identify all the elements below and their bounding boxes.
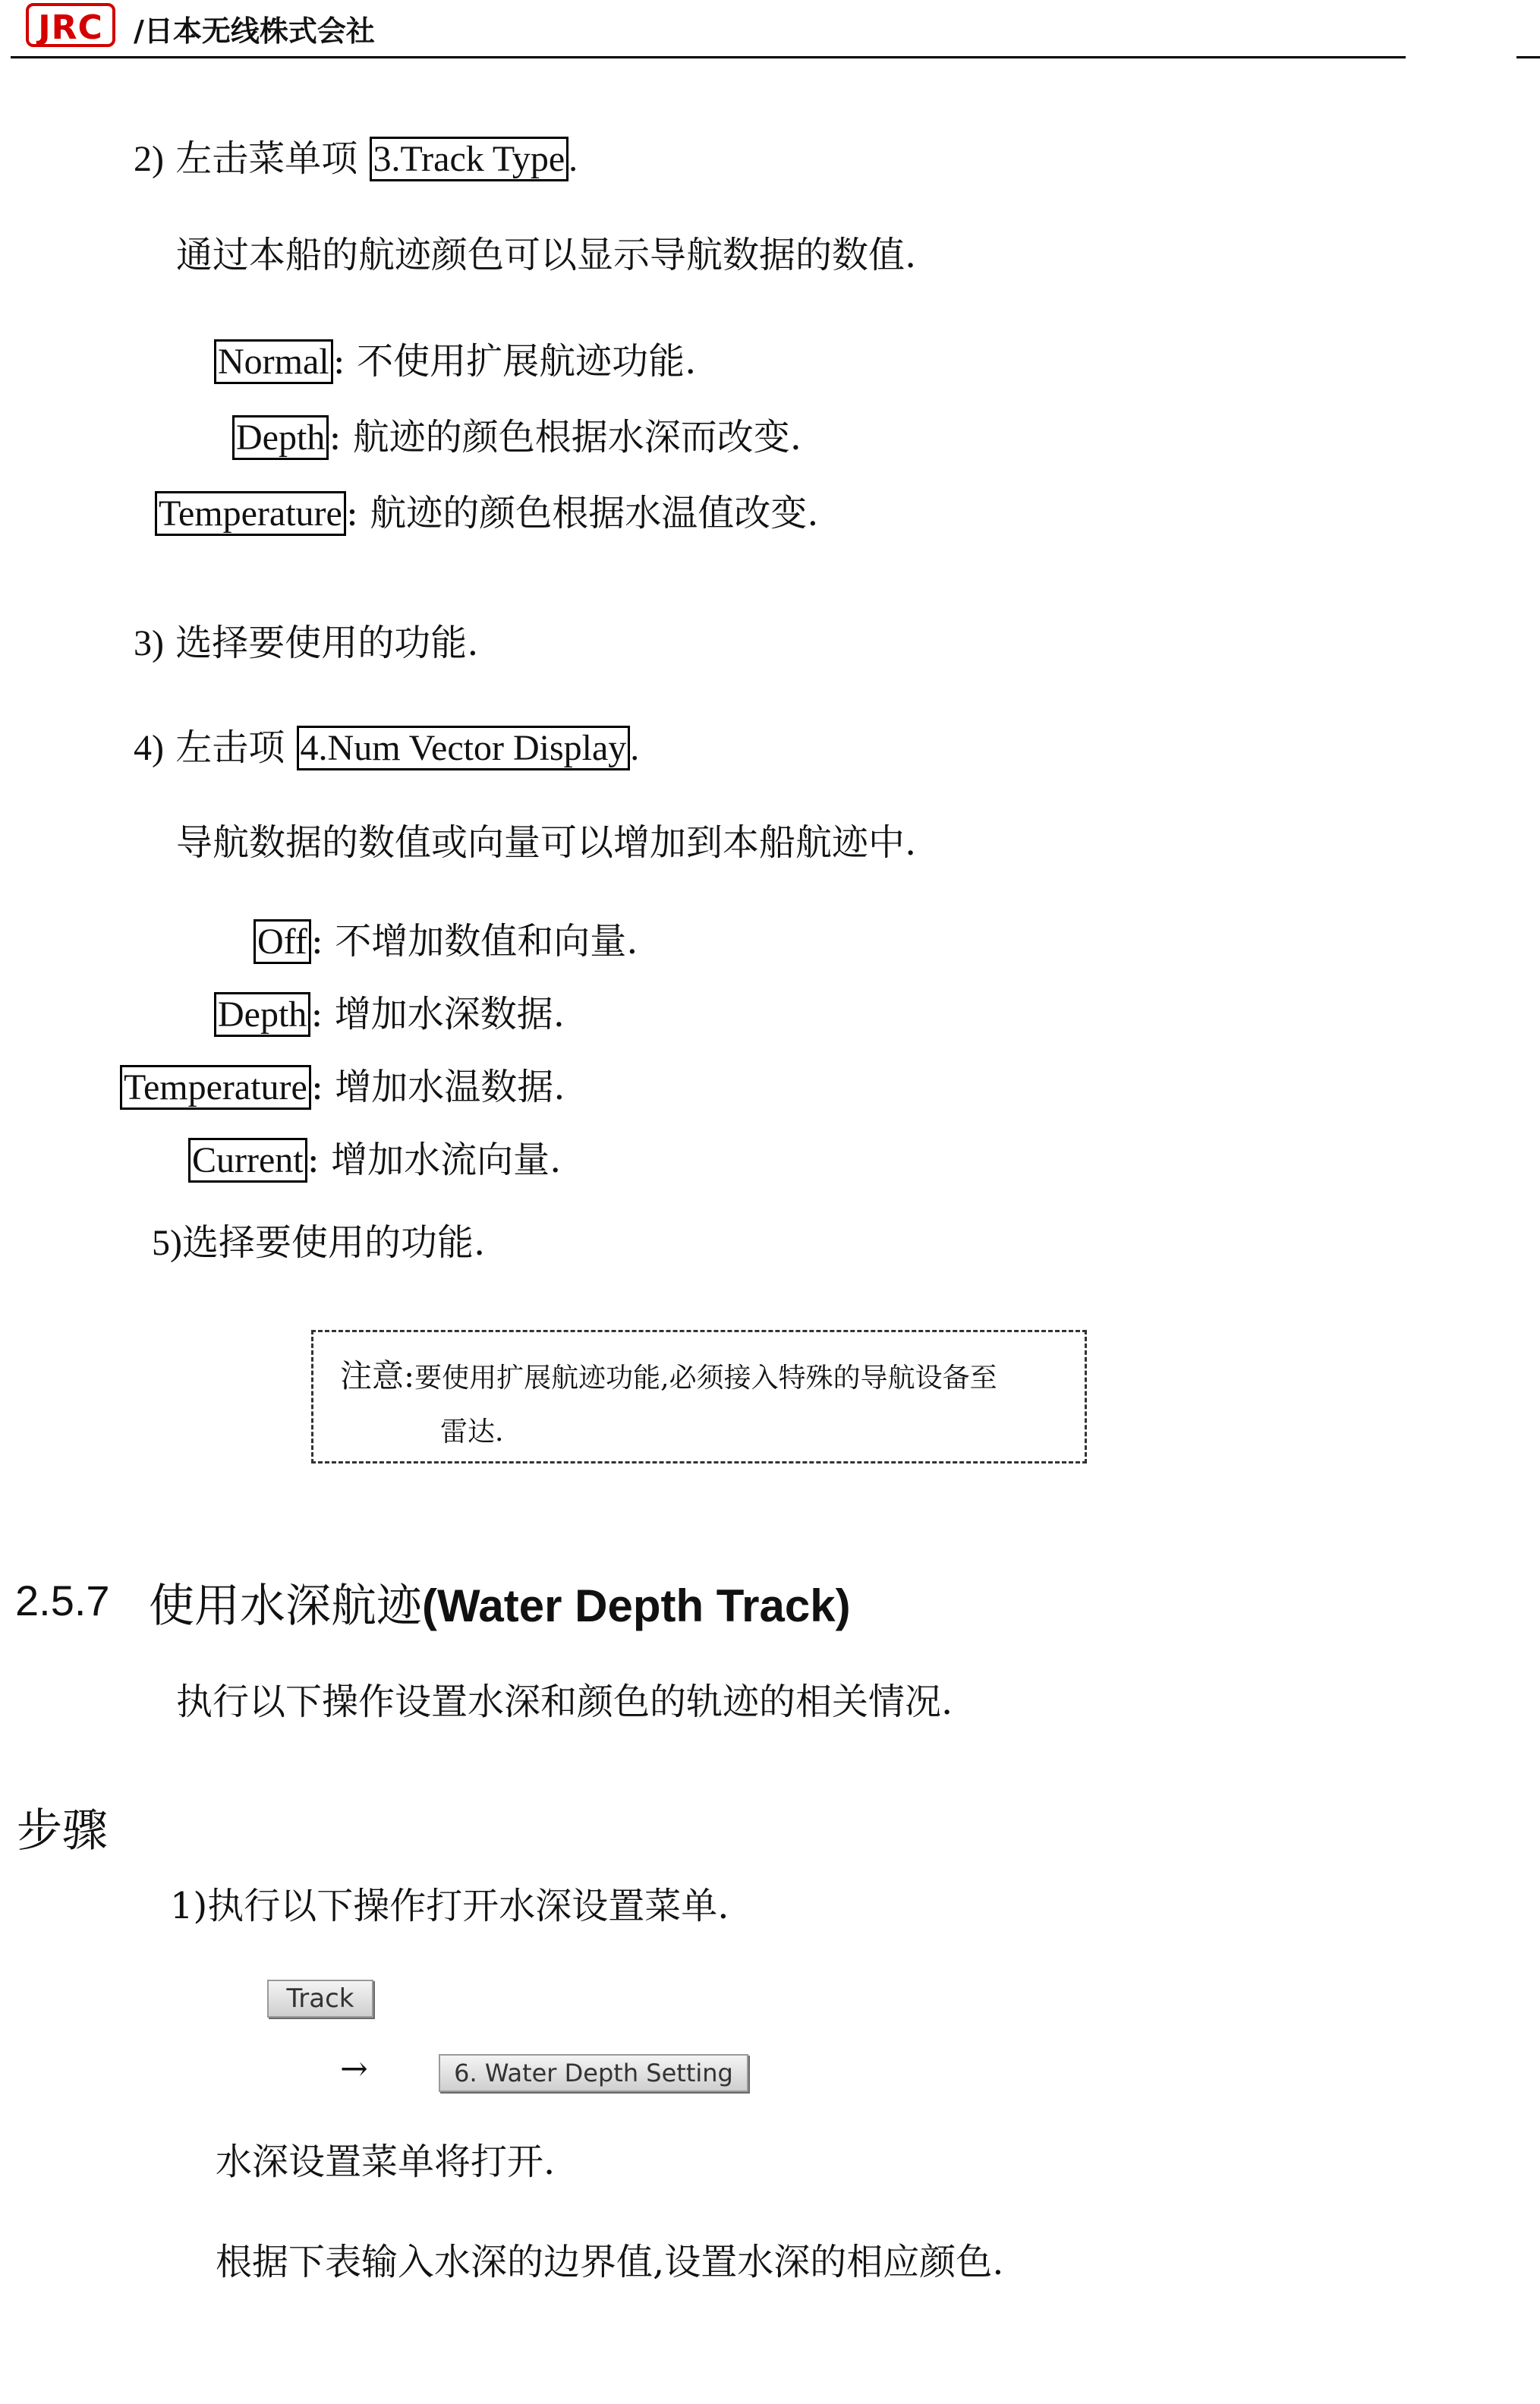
step-4-description: 导航数据的数值或向量可以增加到本船航迹中. bbox=[176, 821, 917, 864]
step-5 bbox=[152, 1213, 485, 1265]
option-description: 增加水深数据. bbox=[334, 993, 565, 1035]
step-3 bbox=[134, 613, 479, 666]
section-title bbox=[149, 1570, 851, 1635]
header-divider bbox=[11, 56, 1406, 58]
option-off: Off bbox=[254, 919, 311, 964]
note-box bbox=[311, 1330, 1087, 1464]
note-label: 注意: bbox=[340, 1357, 415, 1394]
note-text: 要使用扩展航迹功能,必须接入特殊的导航设备至 bbox=[414, 1363, 997, 1394]
step-4 bbox=[134, 718, 639, 770]
step-end: . bbox=[630, 728, 640, 768]
result-text-2: 根据下表输入水深的边界值,设置水深的相应颜色. bbox=[216, 2241, 1004, 2283]
menu-item-track-type[interactable]: 3.Track Type bbox=[370, 137, 569, 181]
option-description: 不增加数值和向量. bbox=[335, 920, 638, 963]
steps-heading: 步骤 bbox=[17, 1804, 108, 1857]
option-row: Temperature : 航迹的颜色根据水温值改变. bbox=[155, 490, 819, 537]
step-end: . bbox=[568, 139, 578, 179]
step-number: 5) bbox=[152, 1223, 182, 1263]
jrc-logo: JRC bbox=[26, 3, 115, 47]
step-2 bbox=[134, 129, 578, 181]
track-button[interactable]: Track bbox=[267, 1980, 373, 2018]
option-current: Current bbox=[188, 1138, 307, 1183]
option-row: Current : 增加水流向量. bbox=[188, 1137, 561, 1183]
option-description: 增加水流向量. bbox=[331, 1139, 562, 1181]
step-text: 左击菜单项 bbox=[175, 137, 358, 180]
option-description: 航迹的颜色根据水温值改变. bbox=[370, 492, 819, 534]
option-depth: Depth bbox=[214, 992, 310, 1037]
option-row: Temperature : 增加水温数据. bbox=[120, 1064, 565, 1111]
procedure-step-1: 1)执行以下操作打开水深设置菜单. bbox=[170, 1885, 729, 1927]
step-text: 选择要使用的功能. bbox=[181, 1221, 486, 1264]
section-intro: 执行以下操作设置水深和颜色的轨迹的相关情况. bbox=[176, 1681, 953, 1723]
note-line-2: 雷达. bbox=[440, 1416, 504, 1448]
option-row: Depth : 增加水深数据. bbox=[214, 991, 565, 1038]
option-row: Depth : 航迹的颜色根据水深而改变. bbox=[232, 414, 801, 461]
option-temperature: Temperature bbox=[155, 491, 346, 536]
arrow-right-icon: → bbox=[340, 2050, 368, 2088]
option-description: 增加水温数据. bbox=[335, 1066, 565, 1108]
option-temperature: Temperature bbox=[120, 1065, 311, 1110]
option-normal: Normal bbox=[214, 339, 333, 384]
option-row: Off : 不增加数值和向量. bbox=[254, 918, 638, 965]
option-description: 航迹的颜色根据水深而改变. bbox=[352, 416, 802, 458]
section-number: 2.5.7 bbox=[15, 1577, 110, 1624]
section-title-en: (Water Depth Track) bbox=[422, 1580, 851, 1631]
menu-item-num-vector-display[interactable]: 4.Num Vector Display bbox=[297, 726, 631, 770]
company-name: /日本无线株式会社 bbox=[134, 14, 375, 48]
note-line-1 bbox=[340, 1351, 997, 1397]
section-title-cn: 使用水深航迹 bbox=[149, 1580, 422, 1633]
step-number: 2) bbox=[134, 139, 164, 179]
step-2-description: 通过本船的航迹颜色可以显示导航数据的数值. bbox=[176, 234, 917, 276]
step-number: 3) bbox=[134, 623, 164, 663]
step-text: 左击项 bbox=[175, 726, 285, 769]
option-description: 不使用扩展航迹功能. bbox=[357, 340, 697, 383]
water-depth-setting-button[interactable]: 6. Water Depth Setting bbox=[439, 2054, 748, 2092]
option-row: Normal : 不使用扩展航迹功能. bbox=[214, 339, 696, 385]
header-divider-right bbox=[1516, 56, 1540, 58]
step-number: 4) bbox=[134, 728, 164, 768]
result-text-1: 水深设置菜单将打开. bbox=[216, 2141, 556, 2183]
step-text: 选择要使用的功能. bbox=[175, 622, 479, 664]
option-depth: Depth bbox=[232, 415, 329, 460]
